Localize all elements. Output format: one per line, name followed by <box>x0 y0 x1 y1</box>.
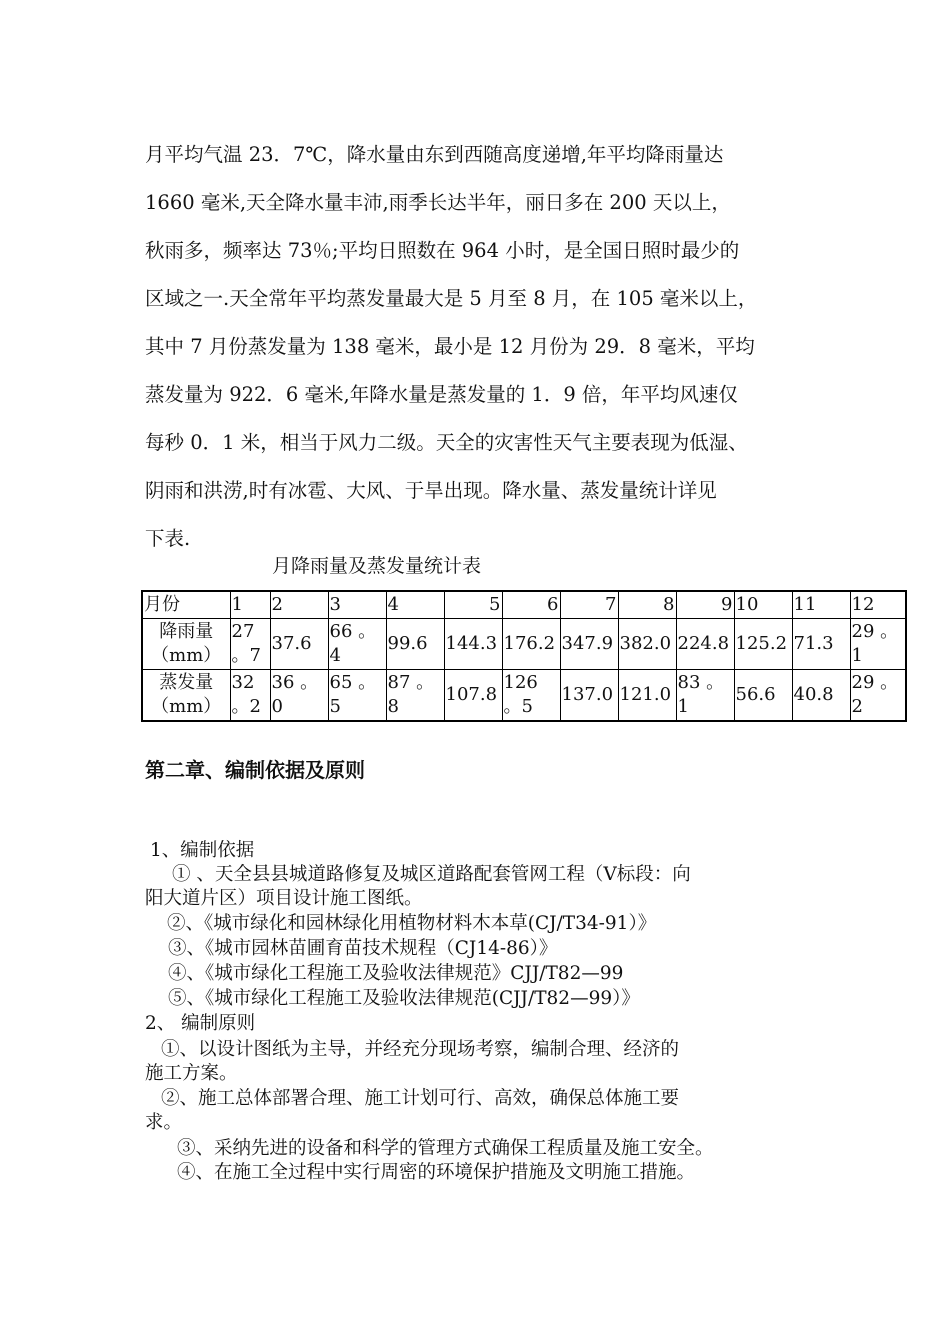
intro-paragraph <box>145 131 835 563</box>
table-row-rainfall <box>142 619 906 670</box>
basis-heading: 1、编制依据 <box>150 840 255 861</box>
cell-text-line: 87 。 <box>387 672 435 693</box>
header-cell: 12 <box>850 591 906 619</box>
principle-item: ②、施工总体部署合理、施工计划可行、高效，确保总体施工要 <box>161 1088 680 1109</box>
header-cell: 8 <box>618 591 676 619</box>
table-cell <box>560 670 618 722</box>
table-cell <box>560 619 618 670</box>
cell-text-line: 37.6 <box>271 633 312 654</box>
cell-text-line: 224.8 <box>677 633 730 654</box>
header-cell: 6 <box>502 591 560 619</box>
principles-heading: 2、 编制原则 <box>145 1013 256 1034</box>
row-label-line: 蒸发量 <box>159 672 214 693</box>
table-cell <box>792 619 850 670</box>
cell-text-line: 125.2 <box>735 633 788 654</box>
cell-text-line: 56.6 <box>735 684 776 705</box>
header-cell: 3 <box>328 591 386 619</box>
paragraph-line: 下表. <box>145 527 191 550</box>
cell-text-line: 382.0 <box>619 633 672 654</box>
cell-text-line: 40.8 <box>793 684 834 705</box>
table-cell <box>676 670 734 722</box>
table-cell <box>618 670 676 722</box>
cell-text-line: 1 <box>851 645 863 666</box>
table-cell <box>502 619 560 670</box>
table-cell <box>386 670 444 722</box>
cell-text-line: 71.3 <box>793 633 834 654</box>
cell-text-line: 8 <box>387 696 399 717</box>
cell-text-line: 347.9 <box>561 633 614 654</box>
cell-text-line: 1 <box>677 696 689 717</box>
header-cell: 7 <box>560 591 618 619</box>
header-cell: 4 <box>386 591 444 619</box>
cell-text-line: 107.8 <box>445 684 498 705</box>
header-cell: 1 <box>230 591 270 619</box>
cell-text-line: 5 <box>329 696 341 717</box>
cell-text-line: 27 <box>231 621 255 642</box>
basis-item-continuation: 阳大道片区）项目设计施工图纸。 <box>145 888 423 909</box>
table-cell <box>444 670 502 722</box>
cell-text-line: 137.0 <box>561 684 614 705</box>
header-cell: 11 <box>792 591 850 619</box>
cell-text-line: 83 。 <box>677 672 725 693</box>
paragraph-line: 1660 毫米,天全降水量丰沛,雨季长达半年，丽日多在 200 天以上， <box>145 191 731 214</box>
header-cell: 10 <box>734 591 792 619</box>
cell-text-line: 99.6 <box>387 633 428 654</box>
table-cell <box>230 670 270 722</box>
cell-text-line: 0 <box>271 696 283 717</box>
principle-item-continuation: 求。 <box>145 1112 183 1133</box>
header-cell: 月份 <box>142 591 230 619</box>
principle-item: ①、以设计图纸为主导，并经充分现场考察，编制合理、经济的 <box>161 1039 680 1060</box>
table-cell <box>444 619 502 670</box>
paragraph-line: 区域之一.天全常年平均蒸发量最大是 5 月至 8 月，在 105 毫米以上， <box>145 287 758 310</box>
table-cell <box>850 619 906 670</box>
table-cell <box>850 670 906 722</box>
table-cell <box>502 670 560 722</box>
table-cell <box>734 670 792 722</box>
cell-text-line: 144.3 <box>445 633 498 654</box>
header-cell: 9 <box>676 591 734 619</box>
cell-text-line: 4 <box>329 645 341 666</box>
paragraph-line: 每秒 0．1 米，相当于风力二级。天全的灾害性天气主要表现为低湿、 <box>145 431 748 454</box>
row-label-unit: （mm） <box>151 645 222 666</box>
table-cell <box>734 619 792 670</box>
cell-text-line: 29 。 <box>851 672 899 693</box>
basis-item: ③、《城市园林苗圃育苗技术规程（CJ14-86）》 <box>168 938 558 959</box>
table-row-evaporation <box>142 670 906 722</box>
basis-item: ②、《城市绿化和园林绿化用植物材料木本草(CJ/T34-91）》 <box>167 913 657 934</box>
principle-item: ④、在施工全过程中实行周密的环境保护措施及文明施工措施。 <box>177 1162 696 1183</box>
row-label-unit: （mm） <box>151 696 222 717</box>
cell-text-line: 2 <box>851 696 863 717</box>
table-cell <box>230 619 270 670</box>
principle-item-continuation: 施工方案。 <box>145 1063 238 1084</box>
cell-text-line: 。2 <box>231 696 261 717</box>
cell-text-line: 65 。 <box>329 672 377 693</box>
basis-item: ① 、天全县县城道路修复及城区道路配套管网工程（Ⅴ标段：向 <box>172 864 691 885</box>
paragraph-line: 秋雨多，频率达 73％;平均日照数在 964 小时，是全国日照时最少的 <box>145 239 740 262</box>
cell-text-line: 。5 <box>503 696 533 717</box>
header-cell: 2 <box>270 591 328 619</box>
basis-item: ⑤、《城市绿化工程施工及验收法律规范(CJJ/T82—99）》 <box>168 988 640 1009</box>
table-title: 月降雨量及蒸发量统计表 <box>272 555 482 577</box>
table-cell <box>270 670 328 722</box>
cell-text-line: 29 。 <box>851 621 899 642</box>
chapter-title: 第二章、编制依据及原则 <box>145 758 365 782</box>
table-cell <box>676 619 734 670</box>
cell-text-line: 32 <box>231 672 255 693</box>
cell-text-line: 126 <box>503 672 538 693</box>
table-header-row <box>142 591 906 619</box>
header-cell: 5 <box>444 591 502 619</box>
basis-item: ④、《城市绿化工程施工及验收法律规范》CJJ/T82—99 <box>168 963 624 984</box>
cell-text-line: 121.0 <box>619 684 672 705</box>
row-label <box>142 670 230 722</box>
table-cell <box>792 670 850 722</box>
cell-text-line: 。7 <box>231 645 261 666</box>
paragraph-line: 其中 7 月份蒸发量为 138 毫米，最小是 12 月份为 29．8 毫米，平均 <box>145 335 755 358</box>
paragraph-line: 阴雨和洪涝,时有冰雹、大风、于旱出现。降水量、蒸发量统计详见 <box>145 479 717 502</box>
table-cell <box>270 619 328 670</box>
cell-text-line: 66 。 <box>329 621 377 642</box>
rainfall-evaporation-table <box>141 590 907 722</box>
cell-text-line: 36 。 <box>271 672 319 693</box>
table-cell <box>328 619 386 670</box>
table-cell <box>328 670 386 722</box>
row-label <box>142 619 230 670</box>
paragraph-line: 蒸发量为 922．6 毫米,年降水量是蒸发量的 1．9 倍，年平均风速仅 <box>145 383 738 406</box>
table-cell <box>618 619 676 670</box>
cell-text-line: 176.2 <box>503 633 556 654</box>
principle-item: ③、采纳先进的设备和科学的管理方式确保工程质量及施工安全。 <box>177 1138 714 1159</box>
table-cell <box>386 619 444 670</box>
paragraph-line: 月平均气温 23．7℃，降水量由东到西随高度递增,年平均降雨量达 <box>145 143 724 166</box>
row-label-line: 降雨量 <box>159 621 214 642</box>
